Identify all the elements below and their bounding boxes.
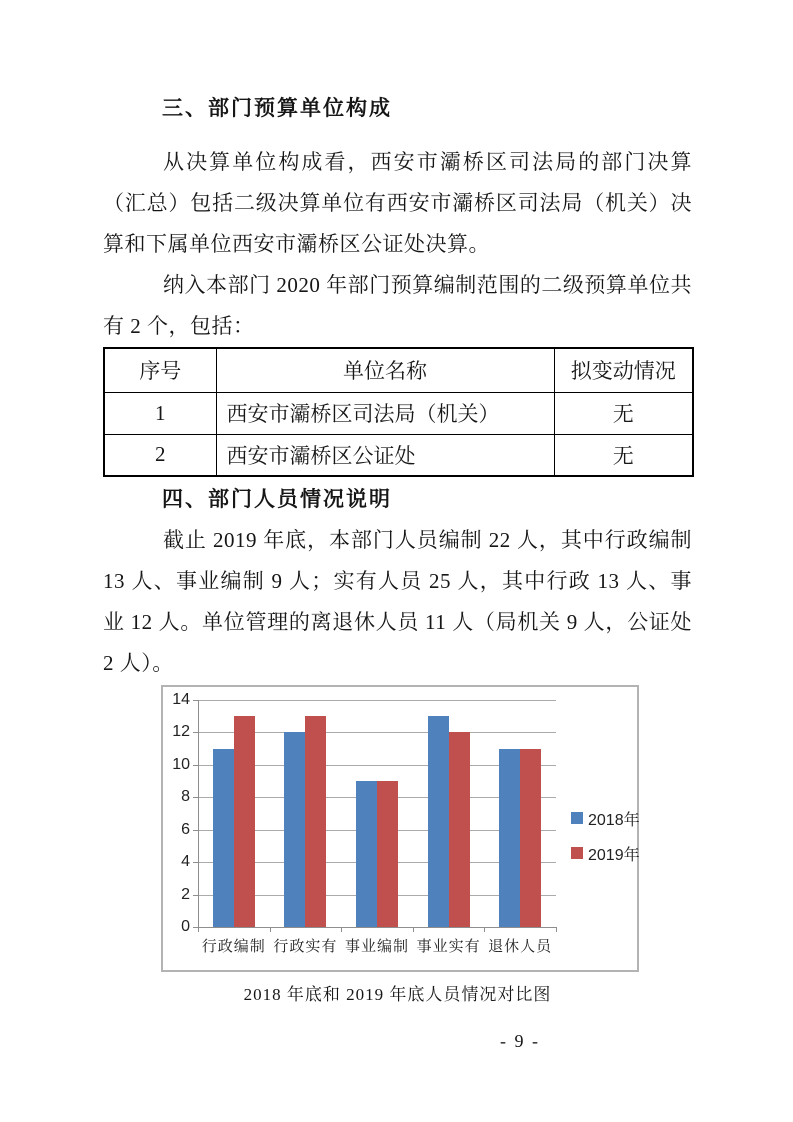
bar-2018年 [428,716,449,927]
bar-2019年 [305,716,326,927]
row-index: 1 [104,392,216,434]
bar-2018年 [499,749,520,927]
x-axis-category-label: 事业实有 [416,938,481,955]
table-header-index: 序号 [104,348,216,392]
y-axis-tick-label: 0 [181,918,190,935]
table-header-planned-change: 拟变动情况 [554,348,693,392]
x-axis-tick [270,927,271,932]
legend-label: 2018年 [588,811,640,829]
section-4-paragraph-1: 截止 2019 年底，本部门人员编制 22 人，其中行政编制 13 人、事业编制 9 人；实有人员 25 人，其中行政 13 人、事业 12 人。单位管理的离退休人员 11 人（局机关 9 人，公证处 2 人）。 [103,528,692,675]
y-axis-tick-label: 6 [181,820,190,838]
x-axis-category-label: 退休人员 [488,938,553,955]
legend-swatch-icon [571,812,583,824]
budget-units-table [103,347,694,477]
x-axis-tick [484,927,485,932]
y-axis-line [198,700,199,927]
bar-2019年 [449,732,470,927]
row-planned-change: 无 [554,392,693,434]
bar-2019年 [234,716,255,927]
legend-label: 2019年 [588,846,640,864]
page-number: - 9 - [500,1031,540,1051]
bar-2019年 [520,749,541,927]
chart-legend [571,808,640,878]
x-axis-line [198,927,556,928]
section-3-paragraph-1: 从决算单位构成看，西安市灞桥区司法局的部门决算（汇总）包括二级决算单位有西安市灞桥区司法局（机关）决算和下属单位西安市灞桥区公证处决算。 [103,150,692,256]
row-unit-name: 西安市灞桥区司法局（机关） [216,392,554,434]
x-axis-tick [556,927,557,932]
table-row [104,434,693,476]
y-axis-tick-label: 4 [181,853,190,871]
row-unit-name: 西安市灞桥区公证处 [216,434,554,476]
legend-item-2018年 [571,808,640,828]
x-axis-category-label: 事业编制 [344,938,409,955]
bar-2018年 [213,749,234,927]
y-gridline [198,700,556,701]
section-4-heading: 四、部门人员情况说明 [162,487,392,511]
table-header-row [104,348,693,392]
y-axis-tick-label: 2 [181,885,190,903]
table-header-unit-name: 单位名称 [216,348,554,392]
legend-swatch-icon [571,847,583,859]
section-3-heading: 三、部门预算单位构成 [162,96,392,120]
x-axis-category-label: 行政实有 [273,938,338,955]
section-3-paragraph-2: 纳入本部门 2020 年部门预算编制范围的二级预算单位共有 2 个，包括： [103,273,692,338]
bar-2019年 [377,781,398,927]
table-row [104,392,693,434]
personnel-comparison-bar-chart [161,685,639,972]
y-axis-tick-label: 10 [172,755,190,773]
x-axis-category-label: 行政编制 [201,938,266,955]
bar-2018年 [284,732,305,927]
x-axis-tick [198,927,199,932]
y-axis-tick-label: 14 [172,691,190,708]
chart-caption: 2018 年底和 2019 年底人员情况对比图 [243,985,552,1004]
row-index: 2 [104,434,216,476]
x-axis-tick [413,927,414,932]
legend-item-2019年 [571,843,640,863]
y-axis-tick-label: 8 [181,788,190,806]
x-axis-tick [341,927,342,932]
y-axis-tick-label: 12 [172,723,190,741]
bar-2018年 [356,781,377,927]
row-planned-change: 无 [554,434,693,476]
